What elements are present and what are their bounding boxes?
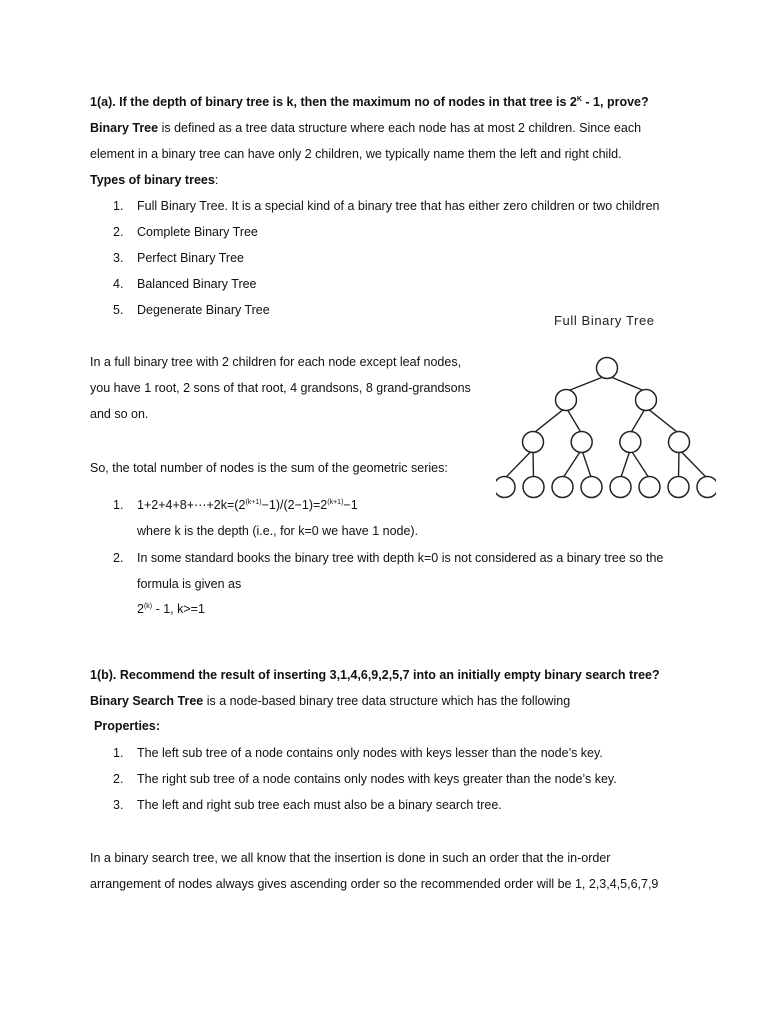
tree-edge (679, 449, 680, 478)
tree-node (571, 432, 592, 453)
tree-edge (621, 449, 631, 478)
full-tree-description-line: In a full binary tree with 2 children for each node except leaf nodes, (90, 355, 462, 369)
tree-node (496, 477, 515, 498)
tree-node (552, 477, 573, 498)
tree-edge (646, 407, 679, 433)
tree-node (556, 390, 577, 411)
type-item: 5. Degenerate Binary Tree (113, 303, 270, 317)
tree-node (610, 477, 631, 498)
full-binary-tree-diagram (496, 352, 716, 504)
full-tree-description-line: you have 1 root, 2 sons of that root, 4 grandsons, 8 grand-grandsons (90, 381, 471, 395)
property-item: 1. The left sub tree of a node contains only nodes with keys lesser than the node’s key. (113, 746, 603, 760)
tree-edge (630, 449, 649, 478)
tree-edge (607, 375, 646, 391)
conclusion-line-2: arrangement of nodes always gives ascending order so the recommended order will be 1, 2,3,4,5,6,7,9 (90, 877, 659, 891)
tree-edge (679, 449, 708, 478)
type-item: 1. Full Binary Tree. It is a special kind of a binary tree that has either zero children or two children (113, 199, 660, 213)
tree-node (620, 432, 641, 453)
standard-books-item: 2. In some standard books the binary tree with depth k=0 is not considered as a binary tree so the (113, 551, 664, 565)
type-item: 3. Perfect Binary Tree (113, 251, 244, 265)
property-item: 2. The right sub tree of a node contains only nodes with keys greater than the node’s key. (113, 772, 617, 786)
tree-node (636, 390, 657, 411)
properties-heading: Properties: (94, 719, 160, 733)
tree-edge (630, 407, 646, 433)
bst-definition: Binary Search Tree is a node-based binary tree data structure which has the following (90, 694, 571, 708)
tree-node (697, 477, 716, 498)
figure-title: Full Binary Tree (554, 313, 655, 328)
tree-node (669, 432, 690, 453)
formula-item: 1. $1+2+4+8+\cdots+2k=(2^{(k+1)}-1)/(2-1)=2^{(k+1)}-1$ (113, 498, 358, 512)
tree-node (523, 432, 544, 453)
standard-books-line-2: formula is given as (137, 577, 242, 591)
tree-edge (566, 407, 582, 433)
tree-edge (533, 449, 534, 478)
alt-formula: 2$^{(k)}$ - 1, k>=1 (137, 602, 205, 616)
tree-node (639, 477, 660, 498)
tree-edge (566, 375, 607, 391)
tree-edge (563, 449, 582, 478)
tree-edge (505, 449, 534, 478)
binary-tree-definition-line-1: Binary Tree is defined as a tree data structure where each node has at most 2 children. Since each (90, 121, 642, 135)
tree-node (581, 477, 602, 498)
tree-node (523, 477, 544, 498)
type-item: 4. Balanced Binary Tree (113, 277, 257, 291)
type-item: 2. Complete Binary Tree (113, 225, 258, 239)
types-heading: Types of binary trees: (90, 173, 219, 187)
conclusion-line-1: In a binary search tree, we all know that the insertion is done in such an order that the in-order (90, 851, 611, 865)
full-tree-description-line: and so on. (90, 407, 149, 421)
tree-edge (582, 449, 592, 478)
question-1a-heading: 1(a). If the depth of binary tree is k, then the maximum no of nodes in that tree is $2^K - 1$, prove? (90, 95, 649, 109)
property-item: 3. The left and right sub tree each must also be a binary search tree. (113, 798, 502, 812)
series-intro: So, the total number of nodes is the sum of the geometric series: (90, 461, 448, 475)
binary-tree-definition-line-2: element in a binary tree can have only 2 children, we typically name them the left and right child. (90, 147, 622, 161)
question-1b-heading: 1(b). Recommend the result of inserting 3,1,4,6,9,2,5,7 into an initially empty binary search tree? (90, 668, 660, 682)
tree-edge (533, 407, 566, 433)
formula-note: where k is the depth (i.e., for k=0 we have 1 node). (137, 524, 419, 538)
tree-node (668, 477, 689, 498)
tree-node (597, 358, 618, 379)
